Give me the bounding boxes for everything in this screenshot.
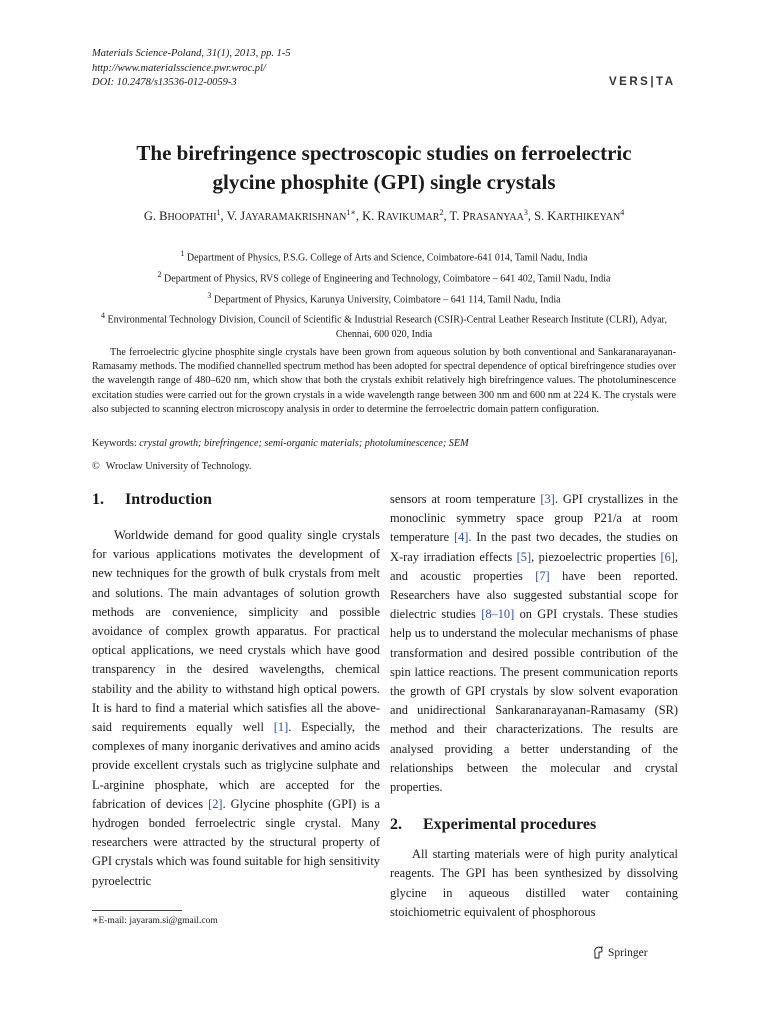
affil-marker: 4 <box>101 311 106 321</box>
author-affil: 3 <box>523 208 528 217</box>
text-run: sensors at room temperature <box>390 492 541 506</box>
text-run: . Especially, the complexes of many inorganic derivatives and amino acids provide excellent crystals such as triglycine sulphate and L-arginine phosphate, which are accepted for the fabrication of devices <box>92 720 380 811</box>
affiliation <box>92 268 676 286</box>
text-run: . Glycine phosphite (GPI) is a hydrogen bonded ferroelectric single crystal. Many researchers were attracted by the structural property of GPI crystals which was found suitable for high sensitivity pyroelectric <box>92 796 380 888</box>
affiliation <box>92 309 676 341</box>
text-run: Worldwide demand for good quality single crystals for various applications motivates the development of new techniques for the growth of bulk crystals from melt and solutions. The main advantages of solution growth methods are convenience, simplicity and possible avoidance of complex growth apparatus. For practical optical applications, we need crystals which have good transparency in the desired wavelengths, chemical stability and the ability to withstand high optical powers. It is hard to find a material which satisfies all the above-said requirements equally well <box>92 528 380 735</box>
section-title: Introduction <box>125 491 212 508</box>
author-sep: , <box>443 209 450 224</box>
affil-marker: 1 <box>180 249 185 258</box>
affil-text: Department of Physics, Karunya University, Coimbatore – 641 114, Tamil Nadu, India <box>213 293 561 305</box>
journal-header <box>92 47 291 91</box>
affil-text: Department of Physics, P.S.G. College of Arts and Science, Coimbatore-641 014, Tamil Nadu, India <box>186 252 588 264</box>
title-line-2: glycine phosphite (GPI) single crystals <box>212 170 556 194</box>
intro-paragraph <box>92 526 380 891</box>
right-column <box>390 490 678 922</box>
section-heading-introduction <box>92 490 380 514</box>
affil-text: Department of Physics, RVS college of Engineering and Technology, Coimbatore – 641 402, Tamil Nadu, India <box>164 273 611 285</box>
author-name: G. BHOOPATHI <box>143 209 217 224</box>
author-affil: 1 <box>216 208 221 217</box>
author-name: V. JAYARAMAKRISHNAN <box>226 209 347 224</box>
affiliation <box>92 247 676 265</box>
copyright-symbol: © <box>92 461 100 472</box>
copyright-text: Wroclaw University of Technology. <box>105 461 252 472</box>
author <box>227 209 363 223</box>
abstract: The ferroelectric glycine phosphite single crystals have been grown from aqueous solution by both conventional and Sankaranarayanan-Ramasamy methods. The modified channelled spectrum method has been adopted for spectral dependence of optical birefringence studies over the wavelength range of 480–620 nm, which show that both the crystals exhibit relatively high birefringence values. The photoluminescence excitation studies were carried out for the grown crystals in a wide wavelength range between 300 nm and 600 nm at 224 K. The crystals were also subjected to scanning electron microscopy analysis in order to determine the ferroelectric domain pattern configuration. <box>92 347 676 415</box>
section-number: 2. <box>390 816 402 834</box>
text-run: . In the past two decades, the studies on X-ray irradiation effects <box>390 530 679 564</box>
author-affil: 4 <box>620 208 625 217</box>
affil-marker: 3 <box>207 290 212 300</box>
affil-text: Environmental Technology Division, Council of Scientific & Industrial Research (CSIR)-Central Leather Research Institute (CLRI), Adyar, Chennai, 600 020, India <box>107 314 667 340</box>
section-heading-experimental <box>390 815 678 839</box>
citation-link[interactable]: [8–10] <box>481 607 515 622</box>
citation-link[interactable]: [4] <box>453 530 469 545</box>
keywords <box>92 438 676 449</box>
text-run: have been reported. Researchers have also suggested substantial scope for dielectric studies <box>390 568 679 622</box>
title-line-1: The birefringence spectroscopic studies on ferroelectric <box>136 141 632 165</box>
doi[interactable]: DOI: 10.2478/s13536-012-0059-3 <box>92 77 237 88</box>
author-name: K. RAVIKUMAR <box>362 209 440 224</box>
author-sep: , <box>220 209 227 224</box>
author-affil: 1∗ <box>346 208 356 217</box>
citation-link[interactable]: [2] <box>208 796 223 811</box>
footnote-rule <box>92 910 182 911</box>
keywords-value: crystal growth; birefringence; semi-organic materials; photoluminescence; SEM <box>139 438 469 449</box>
affil-marker: 2 <box>157 269 162 279</box>
author-sep: , <box>527 209 535 224</box>
author-name: T. PRASANYAA <box>449 209 524 224</box>
copyright <box>92 461 251 472</box>
versita-logo: VERS|TA <box>609 76 676 88</box>
citation-link[interactable]: [1] <box>273 720 289 735</box>
section-number: 1. <box>92 491 104 508</box>
affiliations <box>92 247 676 344</box>
author-list <box>60 208 708 224</box>
author <box>449 209 534 223</box>
paper-title <box>60 139 708 197</box>
affiliation <box>92 289 676 307</box>
left-column <box>92 490 380 891</box>
journal-url[interactable]: http://www.materialsscience.pwr.wroc.pl/ <box>92 62 266 74</box>
text-run: , piezoelectric properties <box>531 549 661 564</box>
citation-link[interactable]: [6] <box>660 549 675 564</box>
author-name: S. KARTHIKEYAN <box>534 209 621 224</box>
author <box>362 209 449 223</box>
author-sep: , <box>355 209 363 224</box>
author-affil: 2 <box>439 208 444 217</box>
springer-horse-icon <box>592 946 604 959</box>
intro-paragraph-continued <box>390 490 678 797</box>
experimental-paragraph: All starting materials were of high purity analytical reagents. The GPI has been synthesized by dissolving glycine in aqueous distilled water containing stoichiometric equivalent of phosphorous <box>390 847 678 919</box>
text-run: . GPI crystallizes in the monoclinic symmetry space group P21/a at room temperature <box>390 492 678 545</box>
footnote-email[interactable]: ∗E-mail: jayaram.si@gmail.com <box>92 916 218 926</box>
citation-link[interactable]: [5] <box>516 549 532 564</box>
text-run: on GPI crystals. These studies help us to understand the molecular mechanisms of phase transformation and desired possible contribution of the spin lattice reactions. The present communication reports the growth of GPI crystals by slow solvent evaporation and unidirectional Sankaranarayanan-Ramasamy (SR) method and their characterizations. The results are analysed providing a better understanding of the relationships between the molecular and crystal properties. <box>390 607 678 795</box>
text-run: , and acoustic properties <box>390 549 678 583</box>
springer-logo <box>592 946 648 959</box>
keywords-label: Keywords: <box>92 438 140 449</box>
journal-citation: Materials Science-Poland, 31(1), 2013, pp. 1-5 <box>92 48 291 59</box>
citation-link[interactable]: [7] <box>535 568 550 583</box>
author <box>144 209 227 223</box>
citation-link[interactable]: [3] <box>540 492 555 506</box>
author <box>534 209 624 223</box>
springer-wordmark: Springer <box>608 946 648 959</box>
section-title: Experimental procedures <box>423 816 597 834</box>
